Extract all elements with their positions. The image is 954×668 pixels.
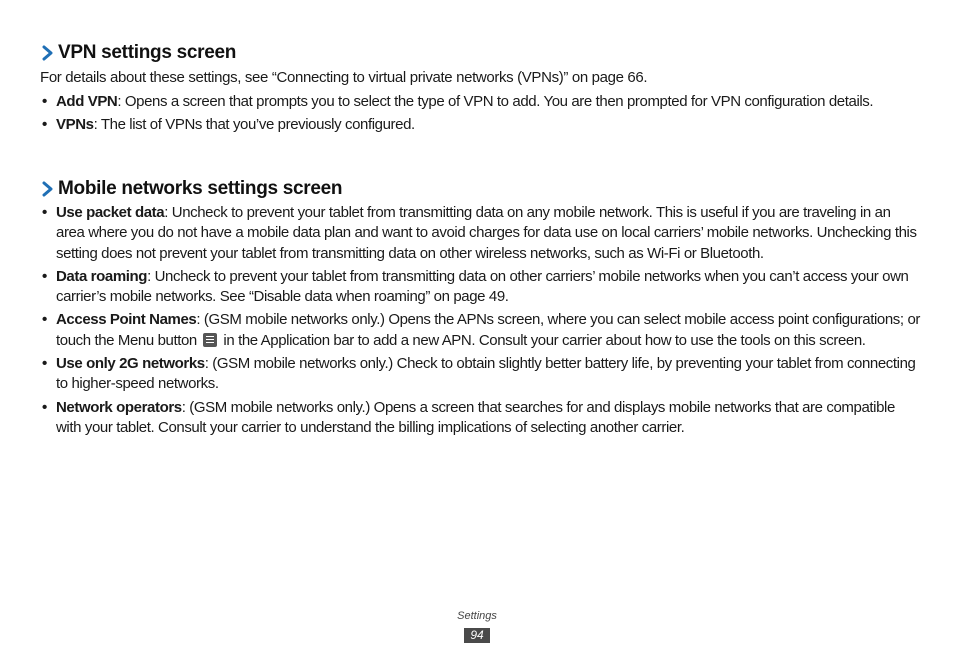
list-item xyxy=(40,203,920,264)
list-item xyxy=(40,115,920,135)
mobile-networks-section xyxy=(40,176,920,441)
bullet-icon: • xyxy=(42,398,47,416)
chevron-right-icon xyxy=(40,179,56,199)
menu-icon xyxy=(203,333,217,347)
description: : (GSM mobile networks only.) Opens the APNs screen, where you can select mobile access point configurations; or touch the Menu button xyxy=(56,311,920,349)
bullet-icon: • xyxy=(42,116,47,134)
list-item xyxy=(40,398,920,439)
vpn-settings-section xyxy=(40,40,920,139)
list-item xyxy=(40,354,920,395)
footer-section-label: Settings xyxy=(457,610,497,622)
mobile-networks-title: Mobile networks settings screen xyxy=(58,178,343,199)
description: : Uncheck to prevent your tablet from transmitting data on any mobile network. This is useful if you are traveling in an area where you do not have a mobile data plan and want to avoid charges for data use on local carriers’ mobile networks. Unchecking this setting does not prevent your tablet from transmitting data on other wireless networks, such as Wi-Fi or Bluetooth. xyxy=(56,204,917,262)
description: : Uncheck to prevent your tablet from transmitting data on other carriers’ mobile networks when you can’t access your own carrier’s mobile networks. See “Disable data when roaming” on page 49. xyxy=(56,267,909,306)
bullet-icon: • xyxy=(42,267,47,285)
page-number-badge: 94 xyxy=(464,628,490,643)
vpn-settings-title: VPN settings screen xyxy=(58,42,237,63)
description: : (GSM mobile networks only.) Opens a screen that searches for and displays mobile networks that are compatible with your tablet. Consult your carrier to understand the billing implications of selecting another carrier. xyxy=(56,398,895,436)
term: Data roaming xyxy=(56,267,148,285)
term: Use packet data xyxy=(56,204,165,221)
list-item xyxy=(40,267,920,308)
bullet-icon: • xyxy=(42,204,47,221)
list-item xyxy=(40,92,920,112)
mobile-networks-heading xyxy=(40,176,920,202)
list-item xyxy=(40,310,920,351)
description: : Opens a screen that prompts you to select the type of VPN to add. You are then prompted for VPN configuration details. xyxy=(117,93,874,110)
mobile-networks-list xyxy=(40,203,920,438)
vpn-settings-list xyxy=(40,92,920,136)
description-continued: in the Application bar to add a new APN. Consult your carrier about how to use the tools on this screen. xyxy=(219,331,866,349)
term: VPNs xyxy=(56,116,94,134)
bullet-icon: • xyxy=(42,355,47,373)
term: Use only 2G networks xyxy=(56,355,205,373)
vpn-settings-heading xyxy=(40,40,920,66)
term: Add VPN xyxy=(56,93,118,110)
bullet-icon: • xyxy=(42,93,47,110)
bullet-icon: • xyxy=(42,311,47,329)
term: Network operators xyxy=(56,398,182,416)
description: : (GSM mobile networks only.) Check to obtain slightly better battery life, by preventing your tablet from connecting to higher-speed networks. xyxy=(56,355,916,393)
chevron-right-icon xyxy=(40,43,56,63)
description: : The list of VPNs that you’ve previously configured. xyxy=(93,116,415,134)
term: Access Point Names xyxy=(56,311,197,329)
vpn-settings-intro: For details about these settings, see “Connecting to virtual private networks (VPNs)” on page 66. xyxy=(40,69,648,86)
